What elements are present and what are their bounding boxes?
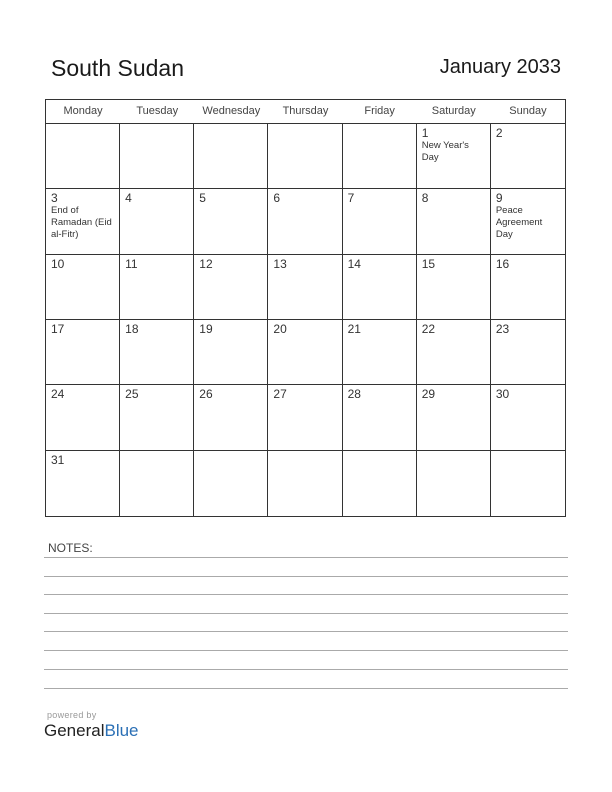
note-line <box>44 557 568 558</box>
day-cell <box>417 320 491 385</box>
day-cell <box>120 385 194 450</box>
day-cell <box>417 451 491 516</box>
day-number: 30 <box>495 387 510 402</box>
day-number: 10 <box>51 256 65 271</box>
day-number: 4 <box>125 191 132 206</box>
day-cell <box>343 255 417 320</box>
weekday-sunday: Sunday <box>509 105 547 117</box>
day-cell <box>268 451 342 516</box>
day-cell <box>194 189 268 254</box>
day-number: 25 <box>125 387 139 402</box>
day-number: 2 <box>495 126 503 140</box>
day-number: 13 <box>273 256 287 271</box>
brand-general: General <box>44 721 105 740</box>
day-number: 1 <box>421 126 429 140</box>
day-cells <box>46 124 565 516</box>
day-number: 22 <box>421 322 436 336</box>
day-number: 28 <box>347 387 361 402</box>
note-line <box>44 669 568 670</box>
day-cell <box>46 385 120 450</box>
day-cell <box>120 451 194 516</box>
day-cell <box>46 451 120 516</box>
day-number: 20 <box>273 322 287 336</box>
day-cell <box>120 124 194 189</box>
day-cell <box>46 124 120 189</box>
day-cell <box>268 255 342 320</box>
calendar-grid <box>45 99 566 517</box>
weekday-monday: Monday <box>63 105 103 117</box>
day-cell <box>417 124 491 189</box>
weekday-wednesday: Wednesday <box>202 105 261 117</box>
country-title: South Sudan <box>51 55 185 81</box>
day-cell <box>120 320 194 385</box>
note-line <box>44 650 568 651</box>
day-cell <box>268 189 342 254</box>
day-cell <box>46 255 120 320</box>
note-line <box>44 688 568 689</box>
day-number: 6 <box>273 191 281 206</box>
holiday-label: New Year's Day <box>421 140 469 163</box>
day-number: 16 <box>495 256 510 271</box>
day-cell <box>343 451 417 516</box>
brand-blue: Blue <box>104 721 139 740</box>
day-number: 12 <box>199 256 213 271</box>
day-number: 11 <box>125 256 138 271</box>
note-line <box>44 613 568 614</box>
day-cell <box>194 320 268 385</box>
day-cell <box>417 255 491 320</box>
weekday-tuesday: Tuesday <box>136 105 179 117</box>
day-cell <box>491 255 565 320</box>
day-number: 24 <box>51 387 65 402</box>
note-line <box>44 631 568 632</box>
day-cell <box>343 189 417 254</box>
month-year-title: January 2033 <box>439 56 561 78</box>
day-number: 7 <box>347 191 355 206</box>
day-cell <box>491 124 565 189</box>
day-cell <box>120 255 194 320</box>
day-cell <box>491 385 565 450</box>
day-cell <box>417 189 491 254</box>
weekday-header <box>46 100 565 124</box>
brand-logo <box>44 721 139 741</box>
day-cell <box>194 255 268 320</box>
holiday-label: End of Ramadan (Eid al-Fitr) <box>51 205 112 241</box>
day-cell <box>343 320 417 385</box>
day-number: 19 <box>199 322 213 336</box>
day-number: 27 <box>273 387 287 402</box>
day-number: 18 <box>125 322 139 336</box>
note-line <box>44 576 568 577</box>
day-cell <box>46 189 120 254</box>
day-number: 26 <box>199 387 213 402</box>
day-number: 31 <box>51 452 65 467</box>
day-number: 3 <box>51 191 58 206</box>
day-cell <box>268 385 342 450</box>
day-number: 21 <box>347 322 361 336</box>
day-number: 23 <box>495 322 510 336</box>
day-number: 15 <box>421 256 436 271</box>
day-cell <box>194 451 268 516</box>
day-number: 14 <box>347 256 361 271</box>
weekday-saturday: Saturday <box>431 105 476 117</box>
day-cell <box>343 385 417 450</box>
day-cell <box>194 385 268 450</box>
day-cell <box>194 124 268 189</box>
day-cell <box>268 124 342 189</box>
day-cell <box>417 385 491 450</box>
note-line <box>44 594 568 595</box>
powered-by-text: powered by <box>47 710 97 720</box>
day-number: 9 <box>495 191 503 206</box>
day-cell <box>120 189 194 254</box>
notes-label: NOTES: <box>48 541 93 555</box>
day-cell <box>268 320 342 385</box>
day-cell <box>491 320 565 385</box>
day-cell <box>46 320 120 385</box>
day-number: 8 <box>421 191 429 206</box>
day-number: 17 <box>51 322 65 336</box>
day-cell <box>491 189 565 254</box>
day-cell <box>343 124 417 189</box>
weekday-thursday: Thursday <box>282 105 329 117</box>
weekday-friday: Friday <box>364 105 395 117</box>
day-number: 5 <box>199 191 206 206</box>
day-number: 29 <box>421 387 436 402</box>
holiday-label: Peace Agreement Day <box>495 205 543 241</box>
day-cell <box>491 451 565 516</box>
